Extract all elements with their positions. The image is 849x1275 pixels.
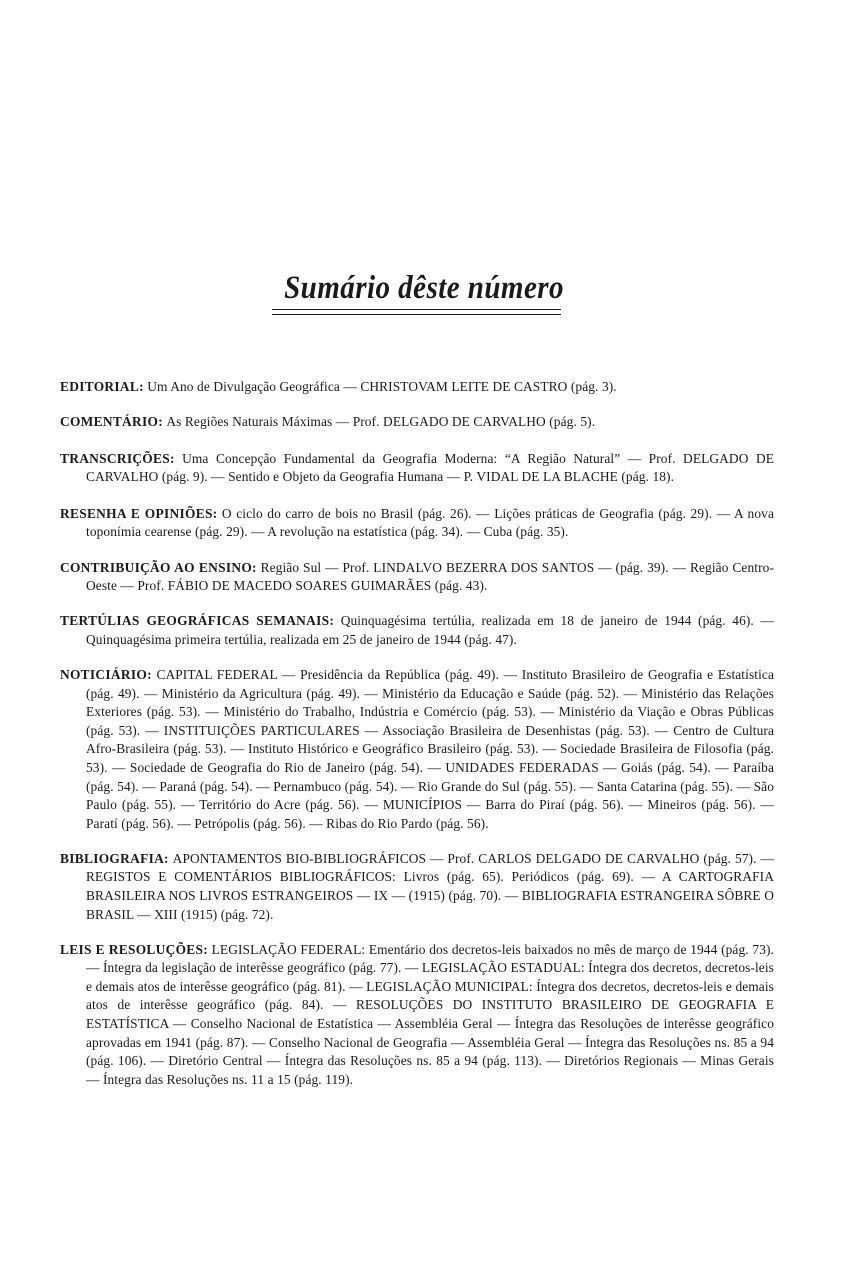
entry-text: Região Sul — Prof. LINDALVO BEZERRA DOS SANTOS — (pág. 39). — Região Centro-Oeste — Prof. FÁBIO DE MACEDO SOARES GUIMARÃES (pág. 43).: [86, 559, 774, 594]
title-block: [0, 268, 849, 308]
toc-entry-resenha: [60, 505, 774, 542]
entry-text: CAPITAL FEDERAL — Presidência da República (pág. 49). — Instituto Brasileiro de Geografia e Estatística (pág. 49). — Ministério da Agricultura (pág. 49). — Ministério da Educação e Saúde (pág. 52). — Ministério das Relações Exteriores (pág. 53). — Ministério do Trabalho, Indústria e Comércio (pág. 53). — Ministério da Viação e Obras Públicas (pág. 53). — INSTITUIÇÕES PARTICULARES — Associação Brasileira de Desenhistas (pág. 53). — Centro de Cultura Afro-Brasileira (pág. 53). — Instituto Histórico e Geográfico Brasileiro (pág. 53). — Sociedade Brasileira de Filosofia (pág. 53). — Sociedade de Geografia do Rio de Janeiro (pág. 54). — UNIDADES FEDERADAS — Goiás (pág. 54). — Paraíba (pág. 54). — Paraná (pág. 54). — Pernambuco (pág. 54). — Rio Grande do Sul (pág. 55). — Santa Catarina (pág. 55). — São Paulo (pág. 55). — Território do Acre (pág. 56). — MUNICÍPIOS — Barra do Piraí (pág. 56). — Mineiros (pág. 56). — Paratí (pág. 56). — Petrópolis (pág. 56). — Ribas do Rio Pardo (pág. 56).: [86, 666, 774, 831]
entry-heading: BIBLIOGRAFIA:: [60, 850, 169, 866]
entry-text: Uma Concepção Fundamental da Geografia Moderna: “A Região Natural” — Prof. DELGADO DE CARVALHO (pág. 9). — Sentido e Objeto da Geografia Humana — P. VIDAL DE LA BLACHE (pág. 18).: [86, 450, 774, 485]
entry-heading: LEIS E RESOLUÇÕES:: [60, 941, 209, 957]
entry-text: O ciclo do carro de bois no Brasil (pág. 26). — Lições práticas de Geografia (pág. 29). — A nova toponímia cearense (pág. 29). — A revolução na estatística (pág. 34). — Cuba (pág. 35).: [86, 505, 774, 540]
toc-entry-tertulias: [60, 612, 774, 649]
entry-text: As Regiões Naturais Máximas — Prof. DELGADO DE CARVALHO (pág. 5).: [166, 414, 596, 430]
entry-heading: COMENTÁRIO:: [60, 414, 163, 430]
toc-entry-noticiario: [60, 666, 774, 833]
entry-text: APONTAMENTOS BIO-BIBLIOGRÁFICOS — Prof. CARLOS DELGADO DE CARVALHO (pág. 57). — REGISTOS E COMENTÁRIOS BIBLIOGRÁFICOS: Livros (pág. 65). Periódicos (pág. 69). — A CARTOGRAFIA BRASILEIRA NOS LIVROS ESTRANGEIROS — IX — (1915) (pág. 70). — BIBLIOGRAFIA ESTRANGEIRA SÔBRE O BRASIL — XIII (1915) (pág. 72).: [86, 850, 774, 922]
table-of-contents: [60, 378, 774, 1106]
toc-entry-leis: [60, 941, 774, 1090]
toc-entry-transcricoes: [60, 450, 774, 487]
entry-heading: EDITORIAL:: [60, 379, 144, 394]
entry-text: Um Ano de Divulgação Geográfica — CHRISTOVAM LEITE DE CASTRO (pág. 3).: [147, 379, 617, 394]
toc-entry-bibliografia: [60, 850, 774, 924]
entry-heading: NOTICIÁRIO:: [60, 666, 152, 682]
entry-heading: TRANSCRIÇÕES:: [60, 450, 175, 466]
toc-entry-editorial: [60, 378, 774, 397]
entry-text: Quinquagésima tertúlia, realizada em 18 de janeiro de 1944 (pág. 46). — Quinquagésima primeira tertúlia, realizada em 25 de janeiro de 1944 (pág. 47).: [86, 613, 775, 647]
entry-heading: RESENHA E OPINIÕES:: [60, 505, 218, 521]
entry-heading: TERTÚLIAS GEOGRÁFICAS SEMANAIS:: [60, 613, 335, 629]
toc-entry-contribuicao: [60, 559, 774, 596]
title-double-rule: [272, 309, 561, 315]
entry-text: LEGISLAÇÃO FEDERAL: Ementário dos decretos-leis baixados no mês de março de 1944 (pág. 73). — Íntegra da legislação de interêsse geográfico (pág. 77). — LEGISLAÇÃO ESTADUAL: Íntegra dos decretos, decretos-leis e demais atos de interêsse geográfico (pág. 81). — LEGISLAÇÃO MUNICIPAL: Íntegra dos decretos, decretos-leis e demais atos de interêsse geográfico (pág. 84). — RESOLUÇÕES DO INSTITUTO BRASILEIRO DE GEOGRAFIA E ESTATÍSTICA — Conselho Nacional de Estatística — Assembléia Geral — Íntegra das Resoluções de interêsse geográfico aprovadas em 1941 (pág. 87). — Conselho Nacional de Geografia — Assembléia Geral — Íntegra das Resoluções ns. 85 a 94 (pág. 106). — Diretório Central — Íntegra das Resoluções ns. 85 a 94 (pág. 113). — Diretórios Regionais — Minas Gerais — Íntegra das Resoluções ns. 11 a 15 (pág. 119).: [86, 941, 775, 1087]
entry-heading: CONTRIBUIÇÃO AO ENSINO:: [60, 559, 257, 575]
page-title: Sumário dêste número: [284, 270, 565, 306]
toc-entry-comentario: [60, 413, 774, 432]
